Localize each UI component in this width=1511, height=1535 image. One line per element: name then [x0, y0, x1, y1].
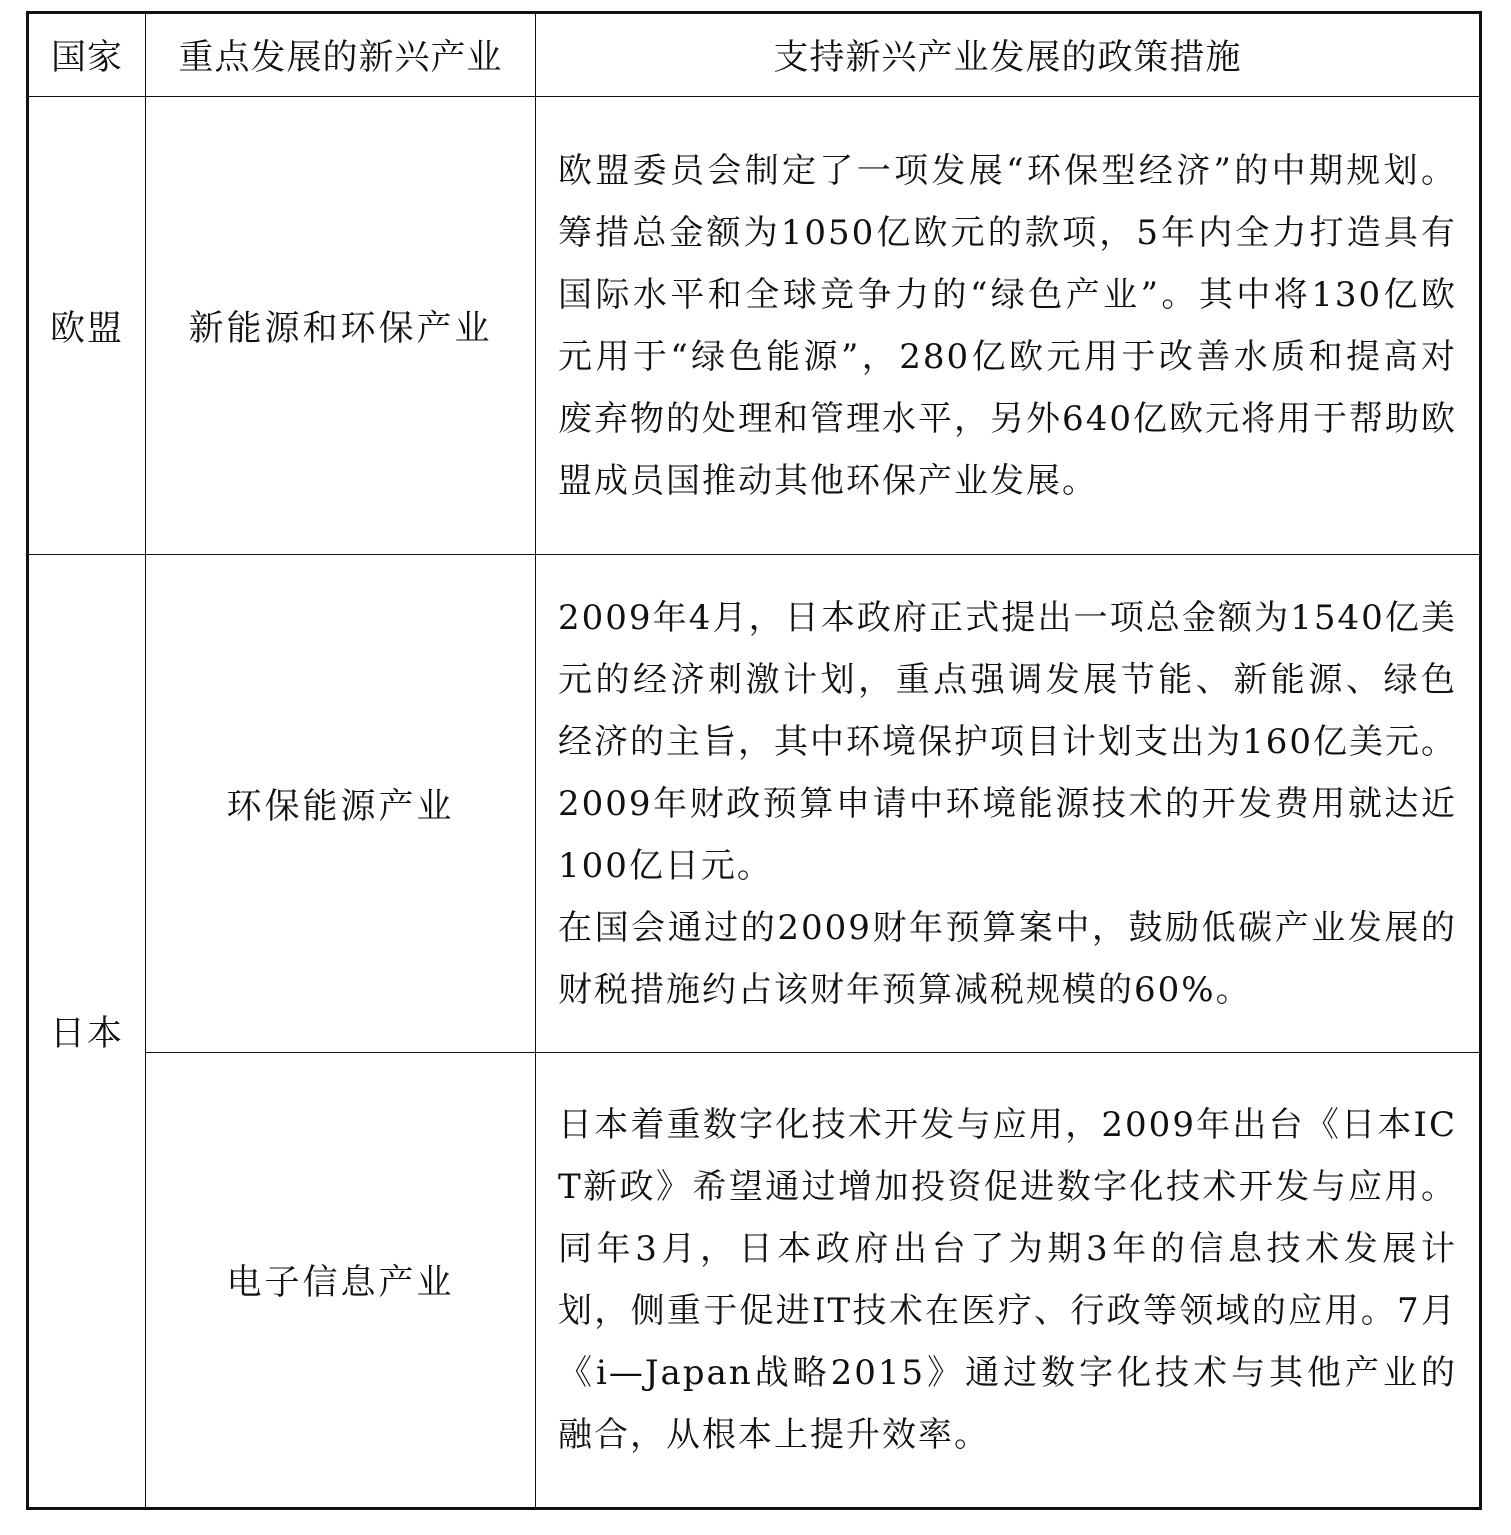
- header-industry: 重点发展的新兴产业: [146, 13, 536, 97]
- policy-cell: [536, 555, 1481, 1053]
- country-cell: 欧盟: [28, 97, 146, 555]
- table-header-row: [28, 13, 1481, 97]
- country-cell: 日本: [28, 555, 146, 1509]
- industry-cell: 新能源和环保产业: [146, 97, 536, 555]
- industry-cell: 环保能源产业: [146, 555, 536, 1053]
- header-policy: 支持新兴产业发展的政策措施: [536, 13, 1481, 97]
- header-country: 国家: [28, 13, 146, 97]
- table-row: [28, 97, 1481, 555]
- policy-cell: [536, 1053, 1481, 1509]
- policy-table: [26, 11, 1482, 1510]
- table-row: [28, 555, 1481, 1053]
- policy-paragraph: 欧盟委员会制定了一项发展“环保型经济”的中期规划。筹措总金额为1050亿欧元的款项，5年内全力打造具有国际水平和全球竞争力的“绿色产业”。其中将130亿欧元用于“绿色能源”，280亿欧元用于改善水质和提高对废弃物的处理和管理水平，另外640亿欧元将用于帮助欧盟成员国推动其他环保产业发展。: [558, 150, 1457, 501]
- industry-cell: 电子信息产业: [146, 1053, 536, 1509]
- table-row: [28, 1053, 1481, 1509]
- policy-paragraph: 日本着重数字化技术开发与应用，2009年出台《日本ICT新政》希望通过增加投资促进数字化技术开发与应用。同年3月，日本政府出台了为期3年的信息技术发展计划，侧重于促进IT技术在医疗、行政等领域的应用。7月《i—Japan战略2015》通过数字化技术与其他产业的融合，从根本上提升效率。: [558, 1105, 1457, 1455]
- policy-cell: [536, 97, 1481, 555]
- policy-paragraph: 2009年4月，日本政府正式提出一项总金额为1540亿美元的经济刺激计划，重点强调发展节能、新能源、绿色经济的主旨，其中环境保护项目计划支出为160亿美元。2009年财政预算申请中环境能源技术的开发费用就达近100亿日元。: [558, 597, 1457, 886]
- policy-paragraph: 在国会通过的2009财年预算案中，鼓励低碳产业发展的财税措施约占该财年预算减税规模的60%。: [558, 907, 1457, 1010]
